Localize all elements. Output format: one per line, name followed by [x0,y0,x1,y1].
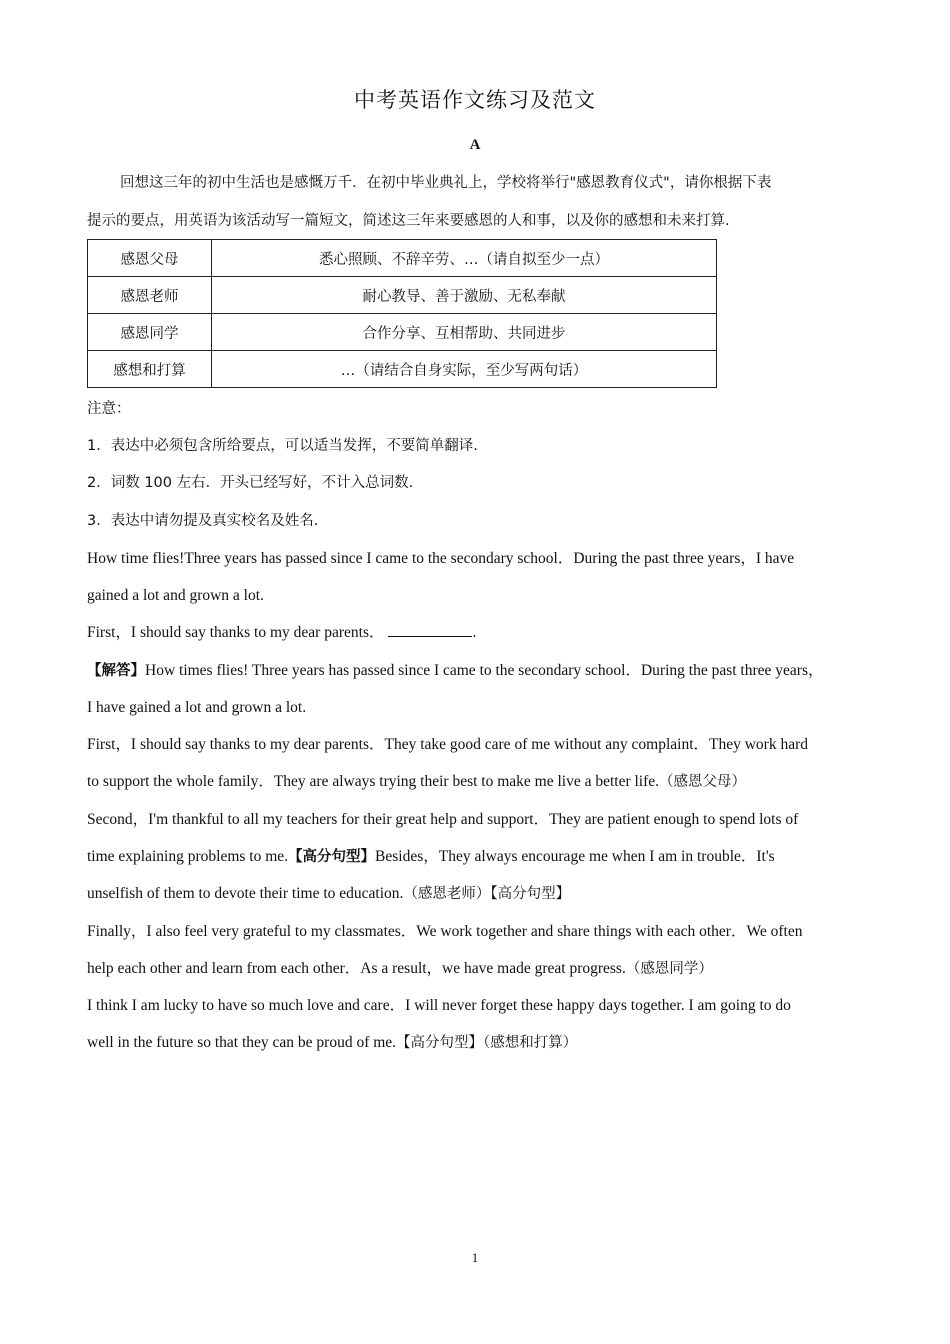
key-points-table [87,239,717,388]
answer-line-11 [87,1032,867,1054]
answer-line-2: I have gained a lot and grown a lot. [87,699,307,716]
table-row [88,351,717,388]
notes-heading: 注意： [87,401,131,417]
section-label: A [469,137,481,153]
table-topic: 感想和打算 [88,351,212,388]
answer-text: help each other and learn from each other．As a result，we have made great progress. [87,960,626,977]
table-row [88,314,717,351]
answer-line-6 [87,846,867,868]
opening-line-2: gained a lot and grown a lot. [87,587,264,604]
answer-line-10: I think I am lucky to have so much love and care．I will never forget these happy days together. I am going to do [87,997,791,1014]
answer-line-4 [87,771,867,793]
answer-text: How times flies! Three years has passed since I came to the secondary school．During the past three years， [145,662,824,679]
table-points: 悉心照顾、不辞辛劳、…（请自拟至少一点） [212,240,717,277]
table-topic: 感恩同学 [88,314,212,351]
table-points: …（请结合自身实际，至少写两句话） [212,351,717,388]
answer-line-5: Second，I'm thankful to all my teachers for their great help and support．They are patient enough to spend lots of [87,811,799,828]
answer-text: Besides，They always encourage me when I am in trouble．It's [375,848,775,865]
answer-line-3: First，I should say thanks to my dear parents．They take good care of me without any complaint．They work hard [87,736,809,753]
answer-blank [388,622,472,637]
answer-line-7 [87,883,867,905]
answer-tag: 【解答】 [87,663,145,679]
table-row [88,277,717,314]
answer-note: （感恩老师）【高分句型】 [403,886,571,902]
note-3: 3．表达中请勿提及真实校名及姓名. [87,513,319,529]
page-title: 中考英语作文练习及范文 [354,88,596,112]
answer-note: （感恩父母） [659,774,747,790]
table-topic: 感恩老师 [88,277,212,314]
answer-note: 【高分句型】 [288,849,376,865]
note-2: 2．词数 100 左右．开头已经写好，不计入总词数. [87,475,414,491]
note-1: 1．表达中必须包含所给要点，可以适当发挥，不要简单翻译. [87,438,478,454]
opening-text: First，I should say thanks to my dear parents． [87,624,385,641]
page-number: 1 [471,1250,479,1265]
answer-line-8: Finally，I also feel very grateful to my classmates．We work together and share things with each other．We often [87,923,803,940]
answer-text: to support the whole family．They are always trying their best to make me live a better life. [87,773,660,790]
table-row [88,240,717,277]
answer-line-1 [87,660,867,682]
opening-line-1: How time flies!Three years has passed since I came to the secondary school．During the past three years，I have [87,550,795,567]
answer-text: well in the future so that they can be proud of me. [87,1034,397,1051]
prompt-line-1: 回想这三年的初中生活也是感慨万千．在初中毕业典礼上，学校将举行"感恩教育仪式"，请你根据下表 [120,175,772,191]
answer-text: time explaining problems to me. [87,848,289,865]
prompt-line-2: 提示的要点，用英语为该活动写一篇短文，简述这三年来要感恩的人和事，以及你的感想和未来打算. [87,213,730,229]
table-points: 耐心教导、善于激励、无私奉献 [212,277,717,314]
answer-note: 【高分句型】（感想和打算） [396,1035,578,1051]
opening-end: . [472,624,477,641]
answer-line-9 [87,958,867,980]
answer-text: unselfish of them to devote their time to education. [87,885,404,902]
opening-line-3 [87,622,867,644]
answer-note: （感恩同学） [625,961,713,977]
table-topic: 感恩父母 [88,240,212,277]
table-points: 合作分享、互相帮助、共同进步 [212,314,717,351]
